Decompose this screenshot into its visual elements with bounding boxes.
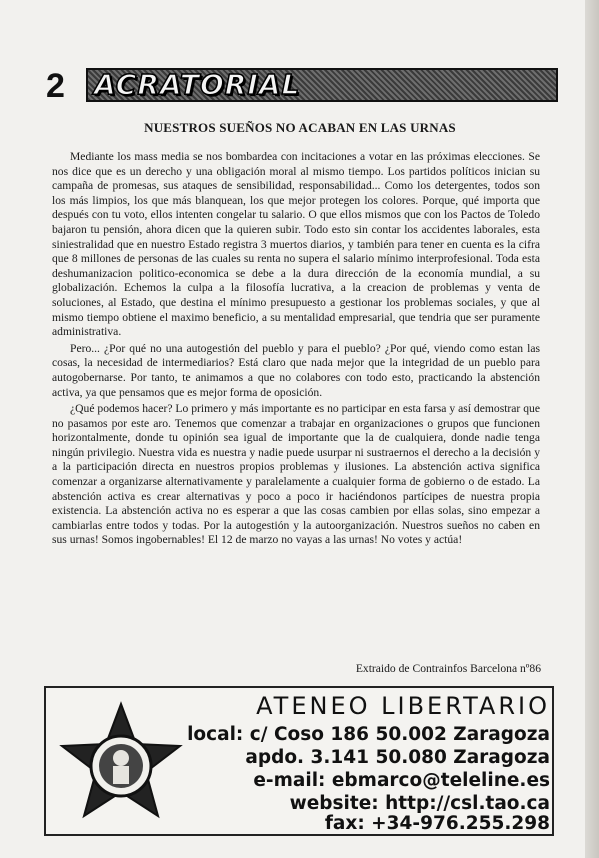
page-fold-edge — [585, 0, 599, 858]
ad-email-line: e-mail: ebmarco@teleline.es — [253, 770, 550, 791]
article-title: NUESTROS SUEÑOS NO ACABAN EN LAS URNAS — [144, 120, 456, 135]
ad-website-line: website: http://csl.tao.ca — [289, 793, 550, 814]
ad-postbox-line: apdo. 3.141 50.080 Zaragoza — [245, 747, 550, 768]
article-source: Extraido de Contrainfos Barcelona nº86 — [355, 662, 541, 675]
article-paragraph: Pero... ¿Por qué no una autogestión del pueblo y para el pueblo? ¿Por qué, viendo como estan las cosas, la necesidad de intermediarios? Está claro que nada mejor que la integridad de un pueblo para autogobernarse. Por tanto, te animamos a que no colabores con todo esto, practicando la abstención activa, ya que pensamos que es mejor forma de oposición. — [52, 341, 540, 399]
ateneo-ad-box — [44, 686, 554, 836]
star-emblem-icon — [56, 700, 186, 828]
ad-fax-line: fax: +34-976.255.298 — [324, 813, 550, 834]
article-paragraph: Mediante los mass media se nos bombardea con incitaciones a votar en las próximas elecciones. Se nos dice que es un derecho y una obligación moral al mismo tiempo. Los partidos políticos inician su campaña de promesas, sus ataques de sensibilidad, responsabilidad... Como los detergentes, todos son los más limpios, los que más blanquean, los que mejor protegen los colores. Porque, qué importa que después con tu voto, ellos intenten congelar tu salario. O que ellos mismos que con los Pactos de Toledo bajaron tu pensión, ahora dicen que la quieren subir. Todo esto sin contar los accidentes laborales, esta siniestralidad que en nuestro Estado registra 3 muertos diarios, y también para tener en cuenta es la cifra que 8 millones de personas de las cuales su renta no supera el salario mínimo interprofesional. Toda esta deshumanizacion politico-economica se debe a la dura dirección de la economía mundial, a su globalización. Echemos la culpa a la filosofía lucrativa, a la creacion de problemas y venta de soluciones, al Estado, que destina el mínimo presupuesto a gestionar los problemas sociales, y que al mismo tiempo obtiene el maximo beneficio, a su mentalidad empresarial, que tendria que ser puramente administrativa. — [52, 150, 540, 339]
page-header — [38, 66, 558, 106]
article-body — [52, 150, 540, 550]
ad-title: ATENEO LIBERTARIO — [256, 692, 550, 720]
article-paragraph: ¿Qué podemos hacer? Lo primero y más importante es no participar en esta farsa y así demostrar que no pasamos por este aro. Tenemos que comenzar a trabajar en organizaciones o grupos que funcionen horizontalmente, donde tu opinión sea igual de importante que la de cualquiera, donde nadie tenga ningún privilegio. Nuestra vida es nuestra y nadie puede usurpar ni sustraernos el derecho a la decisión y a la participación directa en nuestros propios problemas y ilusiones. La abstención activa significa comenzar a organizarse alternativamente y paralelamente a cualquier forma de gobierno o de estado. La abstención activa es crear alternativas y poco a poco ir haciéndonos partícipes de nuestra propia existencia. La abstención activa no es esperar a que las cosas cambien por ellas solas, sino empezar a cambiarlas entre todos y todas. Por la autogestión y la autoorganización. Nuestros sueños no caben en sus urnas! Somos ingobernables! El 12 de marzo no vayas a las urnas! No votes y actúa! — [52, 402, 540, 547]
section-banner — [86, 68, 558, 102]
page-number: 2 — [46, 67, 65, 105]
section-title: ACRATORIAL — [94, 68, 301, 101]
ad-address-line: local: c/ Coso 186 50.002 Zaragoza — [187, 724, 550, 745]
